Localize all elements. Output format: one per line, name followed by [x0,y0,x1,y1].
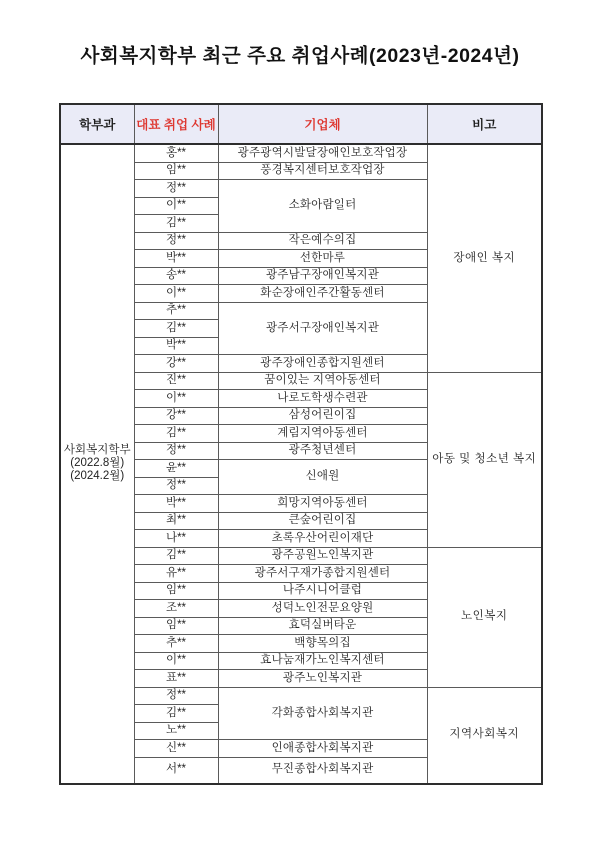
col-header-remark: 비고 [427,104,542,144]
company-cell: 선한마루 [218,250,427,268]
department-line: (2024.2월) [70,470,125,483]
company-cell: 백향목의집 [218,635,427,653]
graduate-name-cell: 송** [134,267,218,285]
company-cell: 작은예수의집 [218,232,427,250]
graduate-name-cell: 정** [134,687,218,705]
department-cell [60,144,134,784]
graduate-name-cell: 정** [134,180,218,198]
graduate-name-cell: 노** [134,722,218,740]
graduate-name-cell: 김** [134,320,218,338]
table-body [60,144,542,784]
graduate-name-cell: 서** [134,757,218,784]
company-cell: 광주노인복지관 [218,670,427,688]
company-cell: 각화종합사회복지관 [218,687,427,740]
col-header-rep-case: 대표 취업 사례 [134,104,218,144]
company-cell: 신애원 [218,460,427,495]
graduate-name-cell: 유** [134,565,218,583]
graduate-name-cell: 조** [134,600,218,618]
company-cell: 큰숲어린이집 [218,512,427,530]
company-cell: 광주서구장애인복지관 [218,302,427,355]
employment-table [59,103,543,785]
company-cell: 광주공원노인복지관 [218,547,427,565]
company-cell: 무진종합사회복지관 [218,757,427,784]
department-line: (2022.8월) [70,457,125,470]
graduate-name-cell: 박** [134,250,218,268]
graduate-name-cell: 이** [134,197,218,215]
graduate-name-cell: 김** [134,547,218,565]
company-cell: 나로도학생수련관 [218,390,427,408]
graduate-name-cell: 임** [134,162,218,180]
company-cell: 효덕실버타운 [218,617,427,635]
company-cell: 계림지역아동센터 [218,425,427,443]
company-cell: 풍경복지센터보호작업장 [218,162,427,180]
table-header-row [60,104,542,144]
table-header [60,104,542,144]
remark-category-cell: 노인복지 [427,547,542,687]
company-cell: 효나눔재가노인복지센터 [218,652,427,670]
graduate-name-cell: 추** [134,302,218,320]
company-cell: 광주광역시발달장애인보호작업장 [218,144,427,162]
graduate-name-cell: 김** [134,425,218,443]
department-line: 사회복지학부 [63,443,131,456]
graduate-name-cell: 임** [134,582,218,600]
col-header-department: 학부과 [60,104,134,144]
graduate-name-cell: 이** [134,285,218,303]
company-cell: 성덕노인전문요양원 [218,600,427,618]
graduate-name-cell: 정** [134,477,218,495]
graduate-name-cell: 나** [134,530,218,548]
graduate-name-cell: 정** [134,232,218,250]
graduate-name-cell: 신** [134,740,218,758]
graduate-name-cell: 홍** [134,144,218,162]
graduate-name-cell: 정** [134,442,218,460]
col-header-company: 기업체 [218,104,427,144]
graduate-name-cell: 박** [134,337,218,355]
graduate-name-cell: 추** [134,635,218,653]
company-cell: 광주서구재가종합지원센터 [218,565,427,583]
graduate-name-cell: 진** [134,372,218,390]
company-cell: 나주시니어클럽 [218,582,427,600]
graduate-name-cell: 박** [134,495,218,513]
company-cell: 소화아람일터 [218,180,427,233]
company-cell: 광주청년센터 [218,442,427,460]
remark-category-cell: 아동 및 청소년 복지 [427,372,542,547]
graduate-name-cell: 임** [134,617,218,635]
company-cell: 꿈이있는 지역아동센터 [218,372,427,390]
company-cell: 화순장애인주간활동센터 [218,285,427,303]
company-cell: 초록우산어린이재단 [218,530,427,548]
page-title: 사회복지학부 최근 주요 취업사례(2023년-2024년) [80,45,520,67]
graduate-name-cell: 윤** [134,460,218,478]
graduate-name-cell: 이** [134,652,218,670]
company-cell: 희망지역아동센터 [218,495,427,513]
graduate-name-cell: 이** [134,390,218,408]
company-cell: 삼성어린이집 [218,407,427,425]
remark-category-cell: 장애인 복지 [427,144,542,372]
remark-category-cell: 지역사회복지 [427,687,542,784]
company-cell: 광주장애인종합지원센터 [218,355,427,373]
company-cell: 인애종합사회복지관 [218,740,427,758]
graduate-name-cell: 표** [134,670,218,688]
table-row [60,144,542,162]
graduate-name-cell: 김** [134,705,218,723]
graduate-name-cell: 강** [134,407,218,425]
graduate-name-cell: 김** [134,215,218,233]
graduate-name-cell: 강** [134,355,218,373]
graduate-name-cell: 최** [134,512,218,530]
company-cell: 광주남구장애인복지관 [218,267,427,285]
